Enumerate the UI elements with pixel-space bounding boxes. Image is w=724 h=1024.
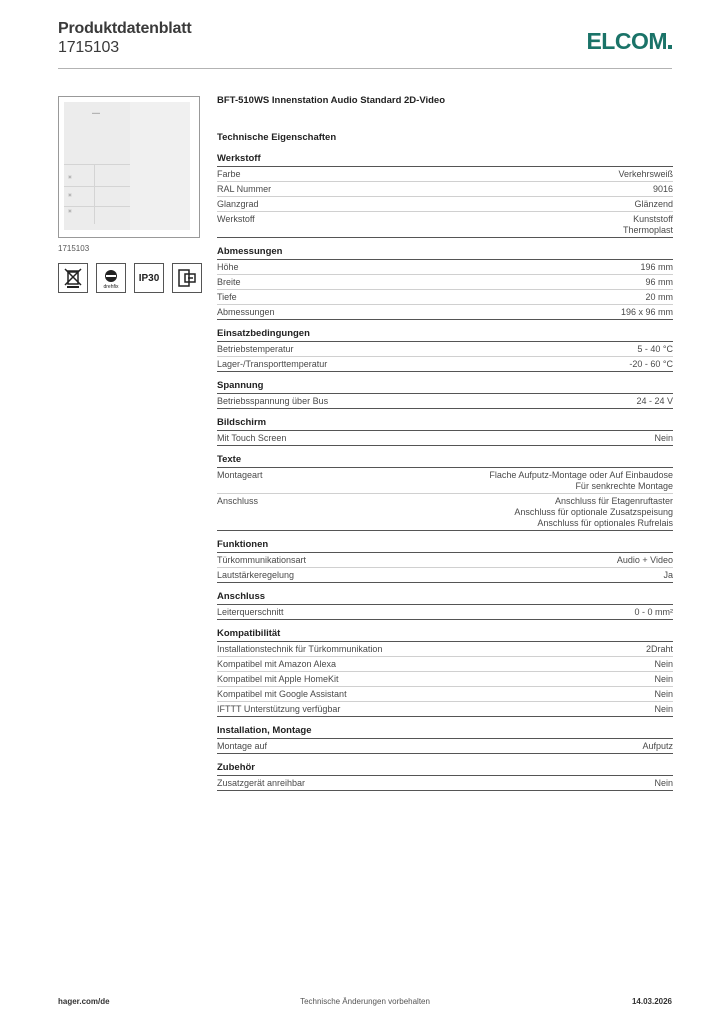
spec-groups [217, 153, 673, 791]
spec-value-line: Anschluss für optionale Zusatzspeisung [514, 506, 673, 517]
spec-row [217, 494, 673, 531]
spec-value-line: Nein [654, 777, 673, 788]
spec-value [654, 674, 673, 685]
spec-value [636, 396, 673, 407]
spec-value-line: 196 mm [640, 261, 673, 272]
spec-value-line: Aufputz [642, 740, 673, 751]
spec-value [645, 277, 673, 288]
ip30-label: IP30 [138, 272, 160, 284]
image-caption: 1715103 [58, 244, 90, 253]
spec-value-line: -20 - 60 °C [629, 358, 673, 369]
spec-label: Zusatzgerät anreihbar [217, 777, 306, 788]
spec-value [654, 689, 673, 700]
spec-label: Abmessungen [217, 306, 275, 317]
spec-row [217, 568, 673, 583]
indoor-installation-icon [172, 263, 202, 293]
spec-group [217, 380, 673, 409]
spec-row [217, 357, 673, 372]
footer-disclaimer: Technische Änderungen vorbehalten [300, 997, 430, 1006]
spec-row [217, 776, 673, 791]
spec-value [663, 570, 673, 581]
spec-value [617, 555, 673, 566]
spec-group [217, 246, 673, 320]
spec-value [629, 359, 673, 370]
spec-group-title: Zubehör [217, 762, 673, 776]
spec-value [634, 199, 673, 210]
spec-row [217, 212, 673, 238]
spec-row [217, 182, 673, 197]
spec-row [217, 431, 673, 446]
spec-value-line: 20 mm [645, 291, 673, 302]
spec-label: RAL Nummer [217, 183, 272, 194]
spec-row [217, 672, 673, 687]
spec-value-line: Für senkrechte Montage [575, 480, 673, 491]
spec-row [217, 657, 673, 672]
spec-label: Betriebstemperatur [217, 343, 294, 354]
spec-label: Lager-/Transporttemperatur [217, 358, 328, 369]
spec-value-line: Anschluss für Etagenruftaster [554, 495, 673, 506]
spec-row [217, 702, 673, 717]
spec-group-title: Kompatibilität [217, 628, 673, 642]
spec-value-line: 96 mm [645, 276, 673, 287]
spec-label: Montageart [217, 469, 263, 480]
spec-row [217, 342, 673, 357]
spec-row [217, 260, 673, 275]
spec-value [618, 169, 673, 180]
document-title: Produktdatenblatt [58, 20, 192, 37]
spec-row [217, 468, 673, 494]
spec-group [217, 153, 673, 238]
spec-value [489, 470, 673, 492]
spec-value [654, 778, 673, 789]
spec-value [514, 496, 673, 529]
spec-content [217, 95, 673, 799]
spec-value-line: Audio + Video [616, 554, 673, 565]
spec-group [217, 454, 673, 531]
drehfix-label: drehfix [103, 284, 119, 290]
spec-value [640, 262, 673, 273]
spec-value-line: Glänzend [634, 198, 673, 209]
spec-label: Installationstechnik für Türkommunikation [217, 643, 383, 654]
spec-label: Werkstoff [217, 213, 255, 224]
document-number: 1715103 [58, 39, 119, 56]
footer-date: 14.03.2026 [631, 997, 672, 1006]
spec-label: Glanzgrad [217, 198, 259, 209]
spec-row [217, 167, 673, 182]
spec-value-line: Verkehrsweiß [618, 168, 673, 179]
spec-row [217, 739, 673, 754]
spec-label: Betriebsspannung über Bus [217, 395, 329, 406]
spec-row [217, 305, 673, 320]
spec-group-title: Werkstoff [217, 153, 673, 167]
device-side-panel [130, 102, 190, 230]
spec-group [217, 725, 673, 754]
spec-value-line: 5 - 40 °C [637, 343, 673, 354]
spec-label: Mit Touch Screen [217, 432, 287, 443]
spec-group-title: Einsatzbedingungen [217, 328, 673, 342]
page-header [58, 20, 672, 70]
weee-bin-icon [58, 263, 88, 293]
spec-value-line: 9016 [652, 183, 673, 194]
spec-value-line: Nein [654, 658, 673, 669]
spec-row [217, 197, 673, 212]
section-heading: Technische Eigenschaften [217, 132, 337, 143]
spec-group-title: Bildschirm [217, 417, 673, 431]
spec-value-line: 196 x 96 mm [620, 306, 673, 317]
spec-group-title: Anschluss [217, 591, 673, 605]
spec-row [217, 642, 673, 657]
spec-value [634, 607, 673, 618]
ip30-badge [134, 263, 164, 293]
spec-group-title: Abmessungen [217, 246, 673, 260]
spec-group [217, 539, 673, 583]
spec-group-title: Texte [217, 454, 673, 468]
spec-label: Höhe [217, 261, 239, 272]
spec-row [217, 275, 673, 290]
spec-row [217, 687, 673, 702]
elcom-logo: ELCOM [586, 28, 672, 55]
spec-value [654, 659, 673, 670]
spec-label: Farbe [217, 168, 241, 179]
spec-label: Kompatibel mit Apple HomeKit [217, 673, 339, 684]
spec-value [654, 704, 673, 715]
spec-row [217, 394, 673, 409]
footer-website: hager.com/de [58, 997, 110, 1006]
spec-group [217, 628, 673, 717]
spec-row [217, 605, 673, 620]
spec-value [645, 292, 673, 303]
spec-label: Leiterquerschnitt [217, 606, 284, 617]
spec-value [621, 307, 673, 318]
spec-label: Türkommunikationsart [217, 554, 307, 565]
spec-row [217, 553, 673, 568]
spec-label: Kompatibel mit Amazon Alexa [217, 658, 337, 669]
spec-value [637, 344, 673, 355]
spec-label: IFTTT Unterstützung verfügbar [217, 703, 341, 714]
product-image [58, 96, 200, 238]
spec-label: Anschluss [217, 495, 259, 506]
spec-value-line: Anschluss für optionales Rufrelais [537, 517, 673, 528]
spec-value [642, 741, 673, 752]
spec-value-line: Nein [654, 432, 673, 443]
device-front-view: ▬▬ ▣ ▣ ▣ [64, 102, 130, 230]
spec-value-line: Nein [654, 688, 673, 699]
spec-group [217, 591, 673, 620]
spec-value-line: Nein [654, 703, 673, 714]
spec-value [623, 214, 673, 236]
spec-group [217, 762, 673, 791]
spec-value-line: Kunststoff [633, 213, 673, 224]
product-title: BFT-510WS Innenstation Audio Standard 2D-Video [217, 95, 446, 106]
spec-value-line: Nein [654, 673, 673, 684]
spec-group [217, 328, 673, 372]
spec-value-line: Flache Aufputz-Montage oder Auf Einbaudose [489, 469, 673, 480]
spec-group [217, 417, 673, 446]
spec-label: Tiefe [217, 291, 237, 302]
spec-label: Montage auf [217, 740, 268, 751]
drehfix-icon [96, 263, 126, 293]
spec-value-line: 0 - 0 mm² [634, 606, 673, 617]
spec-value-line: 24 - 24 V [636, 395, 673, 406]
spec-value-line: Thermoplast [622, 224, 673, 235]
certification-icons [58, 263, 210, 293]
spec-row [217, 290, 673, 305]
spec-label: Breite [217, 276, 241, 287]
spec-label: Lautstärkeregelung [217, 569, 295, 580]
spec-label: Kompatibel mit Google Assistant [217, 688, 347, 699]
spec-value [654, 433, 673, 444]
spec-group-title: Installation, Montage [217, 725, 673, 739]
spec-value-line: Ja [663, 569, 673, 580]
spec-value-line: 2Draht [645, 643, 673, 654]
spec-group-title: Funktionen [217, 539, 673, 553]
spec-value [653, 184, 673, 195]
spec-value [646, 644, 673, 655]
spec-group-title: Spannung [217, 380, 673, 394]
header-divider [58, 68, 672, 69]
